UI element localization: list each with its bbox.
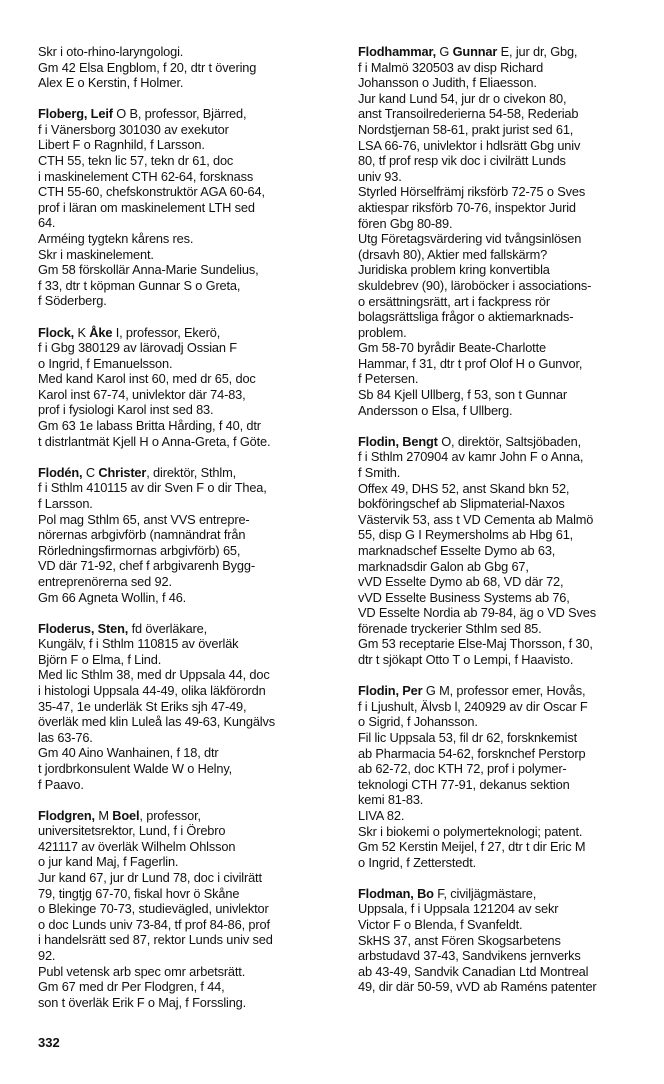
entry-text-line: fören Gbg 80-89. xyxy=(358,215,453,231)
entry-text-line: Hammar, f 31, dtr t prof Olof H o Gunvor, xyxy=(358,355,583,371)
entry-text-line: SkHS 37, anst Fören Skogsarbetens xyxy=(358,932,561,948)
entry-text-line: LIVA 82. xyxy=(358,807,405,823)
entry-text-line: Med lic Sthlm 38, med dr Uppsala 44, doc xyxy=(38,667,270,683)
entry-text-line: förenade tryckerier Sthlm sed 85. xyxy=(358,620,542,636)
entry-text-line: t jordbrkonsulent Walde W o Helny, xyxy=(38,760,233,776)
entry-given-initials: K xyxy=(77,324,90,340)
biography-entry xyxy=(38,465,310,605)
entry-text-line: LSA 66-76, univlektor i hdlsrätt Gbg univ xyxy=(358,137,581,153)
entry-text-line: 421117 av överläk Wilhelm Ohlsson xyxy=(38,838,236,854)
entry-heading-rest: G M, professor emer, Hovås, xyxy=(422,683,586,699)
biography-entry xyxy=(358,886,630,995)
entry-text-line: Skr i maskinelement. xyxy=(38,246,154,262)
entry-text-line: 92. xyxy=(38,947,56,963)
entry-heading-line xyxy=(358,434,630,450)
entry-text-line: prof i läran om maskinelement LTH sed xyxy=(38,199,255,215)
biography-entry xyxy=(358,683,630,870)
entry-surname: Flodgren, xyxy=(38,807,99,823)
entry-text-line: o ersättningsrätt, art i fackpress rör xyxy=(358,293,551,309)
biography-entry xyxy=(38,106,310,309)
entry-heading-line xyxy=(38,465,310,481)
biography-entry xyxy=(38,325,310,450)
entry-given-initials: C xyxy=(85,464,99,480)
entry-text-line: bolagsrättsliga frågor o aktiemarknads- xyxy=(358,309,574,325)
entry-text-line: Gm 42 Elsa Engblom, f 20, dtr t övering xyxy=(38,59,257,75)
entry-text-line: o Blekinge 70-73, studievägled, univlektor xyxy=(38,901,269,917)
entry-text-line: univ 93. xyxy=(358,168,402,184)
entry-name: Gunnar xyxy=(452,44,498,59)
entry-text-line: Sb 84 Kjell Ullberg, f 53, son t Gunnar xyxy=(358,387,567,403)
entry-text-line: f i Malmö 320503 av disp Richard xyxy=(358,59,544,75)
entry-text-line: f i Vänersborg 301030 av exekutor xyxy=(38,121,229,137)
entry-text-line: Uppsala, f i Uppsala 121204 av sekr xyxy=(358,901,559,917)
entry-heading-line xyxy=(358,683,630,699)
entry-text-line: Rörledningsfirmornas arbgivförb) 65, xyxy=(38,542,241,558)
entry-surname: Flock, xyxy=(38,324,78,340)
entry-text-line: Björn F o Elma, f Lind. xyxy=(38,651,162,667)
entry-text-line: (drsavh 80), Aktier med fallskärm? xyxy=(358,246,548,262)
entry-text-line: f i Ljushult, Älvsb l, 240929 av dir Oscar F xyxy=(358,698,588,714)
entry-name: Christer xyxy=(98,464,147,480)
entry-heading-rest: E, jur dr, Gbg, xyxy=(497,44,578,59)
entry-text-line: marknadschef Esselte Dymo ab 63, xyxy=(358,542,556,558)
entry-surname: Flodén, xyxy=(38,464,86,480)
entry-text-line: o jur kand Maj, f Fagerlin. xyxy=(38,854,179,870)
entry-heading-line xyxy=(38,106,310,122)
entry-text-line: 49, dir där 50-59, vVD ab Raméns patenter xyxy=(358,979,597,995)
entry-text-line: Andersson o Elsa, f Ullberg. xyxy=(358,402,513,418)
entry-text-line: anst Transoilrederierna 54-58, Rederiab xyxy=(358,106,579,122)
entry-text-line: Fil lic Uppsala 53, fil dr 62, forsknkemist xyxy=(358,729,577,745)
entry-text-line: Arméing tygtekn kårens res. xyxy=(38,231,194,247)
entry-heading-rest: F, civiljägmästare, xyxy=(433,885,537,901)
entry-text-line: dtr t sjökapt Otto T o Lempi, f Haavisto. xyxy=(358,652,574,668)
entry-text-line: Gm 53 receptarie Else-Maj Thorsson, f 30, xyxy=(358,636,593,652)
entry-text-line: Gm 67 med dr Per Flodgren, f 44, xyxy=(38,979,225,995)
entry-text-line: f Larsson. xyxy=(38,495,93,511)
entry-text-line: marknadsdir Galon ab Gbg 67, xyxy=(358,558,529,574)
entry-text-line: f Petersen. xyxy=(358,371,419,387)
entry-text-line: Gm 63 1e labass Britta Hårding, f 40, dtr xyxy=(38,418,261,434)
entry-text-line: Utg Företagsvärdering vid tvångsinlösen xyxy=(358,231,582,247)
right-column xyxy=(358,44,630,1010)
entry-text-line: Gm 58-70 byrådir Beate-Charlotte xyxy=(358,340,546,356)
entry-text-line: ab Pharmacia 54-62, forsknchef Perstorp xyxy=(358,745,586,761)
entry-text-line: o Ingrid, f Emanuelsson. xyxy=(38,355,173,371)
entry-text-line: Karol inst 67-74, univlektor där 74-83, xyxy=(38,386,246,402)
entry-text-line: f Söderberg. xyxy=(38,293,107,309)
entry-text-line: överläk med klin Luleå las 49-63, Kungälvs xyxy=(38,714,275,730)
page-number: 332 xyxy=(38,1035,60,1050)
entry-text-line: kemi 81-83. xyxy=(358,792,424,808)
entry-text-line: Kungälv, f i Sthlm 110815 av överläk xyxy=(38,636,239,652)
entry-surname: Flodhammar, xyxy=(358,44,440,59)
entry-text-line: Nordstjernan 58-61, prakt jurist sed 61, xyxy=(358,121,574,137)
entry-text-line: 55, disp G I Reymersholms ab Hbg 61, xyxy=(358,527,574,543)
entry-text-line: arbstudavd 37-43, Sandvikens jernverks xyxy=(358,948,581,964)
entry-text-line: ab 62-72, doc KTH 72, prof i polymer- xyxy=(358,761,567,777)
left-column xyxy=(38,44,310,1026)
entry-given-initials: G xyxy=(439,44,453,59)
entry-text-line: 79, tingtjg 67-70, fiskal hovr ö Skåne xyxy=(38,885,240,901)
entry-text-line: nörernas arbgivförb (namnändrat från xyxy=(38,527,246,543)
entry-heading-rest: O B, professor, Bjärred, xyxy=(112,106,247,122)
entry-text-line: teknologi CTH 77-91, dekanus sektion xyxy=(358,776,570,792)
entry-text-line: i histologi Uppsala 44-49, olika läkförordn xyxy=(38,682,266,698)
entry-text-line: f i Sthlm 270904 av kamr John F o Anna, xyxy=(358,449,584,465)
entry-text-line: CTH 55, tekn lic 57, tekn dr 61, doc xyxy=(38,153,234,169)
entry-text-line: Med kand Karol inst 60, med dr 65, doc xyxy=(38,371,256,387)
biography-entry xyxy=(358,434,630,668)
entry-text-line: son t överläk Erik F o Maj, f Forssling. xyxy=(38,994,247,1010)
entry-text-line: las 63-76. xyxy=(38,729,93,745)
entry-name: Flodman, Bo xyxy=(358,885,434,901)
entry-text-line: i maskinelement CTH 62-64, forsknass xyxy=(38,168,254,184)
entry-text-line: Gm 66 Agneta Wollin, f 46. xyxy=(38,589,187,605)
entry-heading-line xyxy=(38,621,310,637)
entry-text-line: Skr i oto-rhino-laryngologi. xyxy=(38,44,184,59)
entry-text-line: vVD Esselte Business Systems ab 76, xyxy=(358,589,570,605)
entry-name: Flodin, Bengt xyxy=(358,433,438,449)
entry-text-line: ab 43-49, Sandvik Canadian Ltd Montreal xyxy=(358,963,589,979)
entry-text-line: aktiespar riksförb 70-76, inspektor Jurid xyxy=(358,199,576,215)
entry-text-line: prof i fysiologi Karol inst sed 83. xyxy=(38,402,214,418)
entry-text-line: t distrlantmät Kjell H o Anna-Greta, f Göte. xyxy=(38,433,271,449)
entry-text-line: 80, tf prof resp vik doc i civilrätt Lunds xyxy=(358,153,566,169)
entry-text-line: Offex 49, DHS 52, anst Skand bkn 52, xyxy=(358,480,570,496)
entry-text-line: Styrled Hörselfrämj riksförb 72-75 o Sves xyxy=(358,184,586,200)
entry-text-line: Alex E o Kerstin, f Holmer. xyxy=(38,75,184,91)
entry-text-line: Jur kand Lund 54, jur dr o civekon 80, xyxy=(358,90,567,106)
entry-name: Flodin, Per xyxy=(358,683,423,699)
entry-text-line: VD där 71-92, chef f arbgivarenh Bygg- xyxy=(38,558,255,574)
entry-text-line: vVD Esselte Dymo ab 68, VD där 72, xyxy=(358,574,564,590)
entry-text-line: f Smith. xyxy=(358,464,401,480)
entry-text-line: Gm 40 Aino Wanhainen, f 18, dtr xyxy=(38,745,219,761)
biography-entry xyxy=(38,808,310,1011)
entry-heading-rest: fd överläkare, xyxy=(128,620,208,636)
entry-text-line: o doc Lunds univ 73-84, tf prof 84-86, prof xyxy=(38,916,270,932)
entry-text-line: i handelsrätt sed 87, rektor Lunds univ sed xyxy=(38,932,273,948)
entry-heading-rest: O, direktör, Saltsjöbaden, xyxy=(437,433,581,449)
entry-text-line: Gm 58 förskollär Anna-Marie Sundelius, xyxy=(38,262,259,278)
entry-text-line: Västervik 53, ass t VD Cementa ab Malmö xyxy=(358,511,594,527)
entry-text-line: 64. xyxy=(38,215,56,231)
biography-entry xyxy=(358,44,630,418)
entry-given-initials: M xyxy=(98,807,113,823)
entry-text-line: Jur kand 67, jur dr Lund 78, doc i civilrätt xyxy=(38,870,262,885)
entry-heading-rest: , professor, xyxy=(139,807,201,823)
entry-text-line: Publ vetensk arb spec omr arbetsrätt. xyxy=(38,963,246,979)
entry-text-line: Johansson o Judith, f Eliaesson. xyxy=(358,75,537,91)
entry-text-line: VD Esselte Nordia ab 79-84, äg o VD Sves xyxy=(358,605,596,621)
entry-text-line: o Sigrid, f Johansson. xyxy=(358,714,478,730)
entry-text-line: CTH 55-60, chefskonstruktör AGA 60-64, xyxy=(38,184,265,200)
entry-text-line: o Ingrid, f Zetterstedt. xyxy=(358,854,477,870)
entry-text-line: entreprenörerna sed 92. xyxy=(38,573,172,589)
entry-text-line: Gm 52 Kerstin Meijel, f 27, dtr t dir Eric M xyxy=(358,839,586,855)
entry-text-line: f 33, dtr t köpman Gunnar S o Greta, xyxy=(38,277,241,293)
entry-text-line: 35-47, 1e underläk St Eriks sjh 47-49, xyxy=(38,698,247,714)
entry-name: Floberg, Leif xyxy=(38,106,113,122)
entry-text-line: bokföringschef ab Slipmaterial-Naxos xyxy=(358,496,565,512)
entry-heading-line xyxy=(358,886,630,902)
entry-text-line: f Paavo. xyxy=(38,776,84,792)
entry-heading-rest: I, professor, Ekerö, xyxy=(112,324,221,340)
entry-text-line: problem. xyxy=(358,324,407,340)
entry-text-line: f i Sthlm 410115 av dir Sven F o dir Thea, xyxy=(38,480,267,496)
biography-entry xyxy=(38,44,310,91)
entry-heading-line xyxy=(38,808,310,824)
entry-text-line: skuldebrev (90), läroböcker i associations- xyxy=(358,277,592,293)
entry-text-line: f i Gbg 380129 av lärovadj Ossian F xyxy=(38,340,237,356)
entry-heading-line xyxy=(358,44,630,60)
entry-text-line: Pol mag Sthlm 65, anst VVS entrepre- xyxy=(38,511,250,527)
entry-text-line: Juridiska problem kring konvertibla xyxy=(358,262,550,278)
entry-text-line: Libert F o Ragnhild, f Larsson. xyxy=(38,137,205,153)
entry-name: Floderus, Sten, xyxy=(38,620,129,636)
entry-text-line: Victor F o Blenda, f Svanfeldt. xyxy=(358,916,523,932)
entry-name: Åke xyxy=(89,324,113,340)
biography-entry xyxy=(38,621,310,793)
entry-name: Boel xyxy=(112,807,140,823)
entry-text-line: Skr i biokemi o polymerteknologi; patent. xyxy=(358,823,583,839)
entry-heading-rest: , direktör, Sthlm, xyxy=(146,464,236,480)
entry-heading-line xyxy=(38,325,310,341)
entry-text-line: universitetsrektor, Lund, f i Örebro xyxy=(38,823,226,839)
